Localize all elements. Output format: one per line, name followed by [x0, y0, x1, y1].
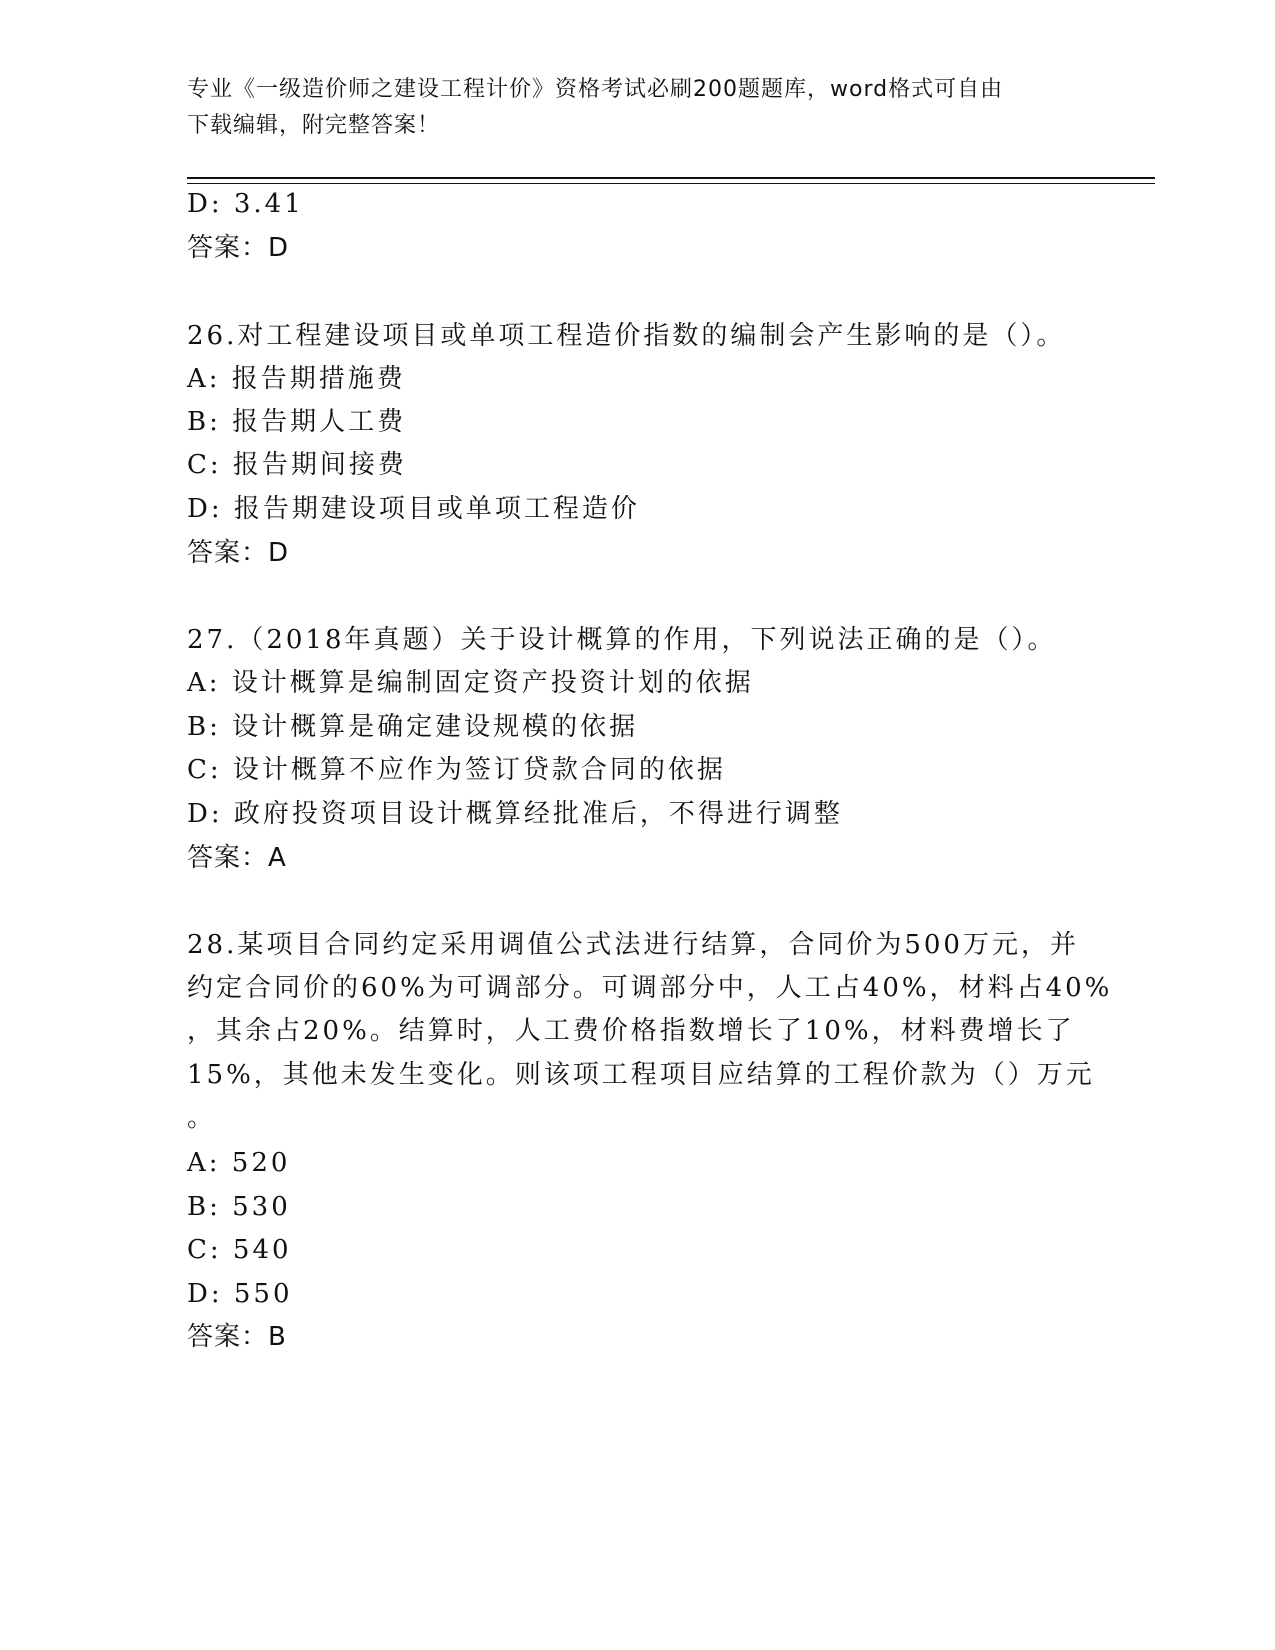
q27-option-c: C: 设计概算不应作为签订贷款合同的依据 — [187, 755, 726, 785]
q26-option-d: D: 报告期建设项目或单项工程造价 — [187, 494, 640, 524]
header-line-2: 下载编辑，附完整答案！ — [187, 113, 441, 138]
q28-option-b: B: 530 — [187, 1192, 291, 1222]
prev-answer: 答案：D — [187, 233, 290, 263]
q27-answer: 答案：A — [187, 843, 287, 873]
q26-option-c: C: 报告期间接费 — [187, 450, 407, 480]
q27-option-b: B: 设计概算是确定建设规模的依据 — [187, 712, 639, 742]
q28-answer: 答案：B — [187, 1322, 287, 1352]
q28-option-c: C: 540 — [187, 1235, 292, 1265]
header-divider-thick — [187, 177, 1155, 179]
q28-stem-line-5: 。 — [187, 1103, 217, 1133]
q27-stem: 27.（2018年真题）关于设计概算的作用，下列说法正确的是（）。 — [187, 625, 1057, 655]
header-divider-thin — [187, 183, 1155, 184]
q28-option-d: D: 550 — [187, 1279, 293, 1309]
q26-option-b: B: 报告期人工费 — [187, 407, 407, 437]
header-line-1: 专业《一级造价师之建设工程计价》资格考试必刷200题题库，word格式可自由 — [187, 77, 1004, 102]
q27-option-a: A: 设计概算是编制固定资产投资计划的依据 — [187, 668, 754, 698]
q26-option-a: A: 报告期措施费 — [187, 364, 406, 394]
q28-stem-line-2: 约定合同价的60%为可调部分。可调部分中，人工占40%，材料占40% — [187, 973, 1113, 1003]
q28-stem-line-4: 15%，其他未发生变化。则该项工程项目应结算的工程价款为（）万元 — [187, 1060, 1095, 1090]
q28-option-a: A: 520 — [187, 1148, 291, 1178]
q26-stem: 26.对工程建设项目或单项工程造价指数的编制会产生影响的是（）。 — [187, 321, 1066, 351]
q28-stem-line-3: ，其余占20%。结算时，人工费价格指数增长了10%，材料费增长了 — [187, 1016, 1075, 1046]
q28-stem-line-1: 28.某项目合同约定采用调值公式法进行结算，合同价为500万元，并 — [187, 930, 1079, 960]
q27-option-d: D: 政府投资项目设计概算经批准后，不得进行调整 — [187, 799, 843, 829]
document-header — [187, 72, 1067, 144]
q26-answer: 答案：D — [187, 538, 290, 568]
prev-option-d: D: 3.41 — [187, 189, 304, 219]
